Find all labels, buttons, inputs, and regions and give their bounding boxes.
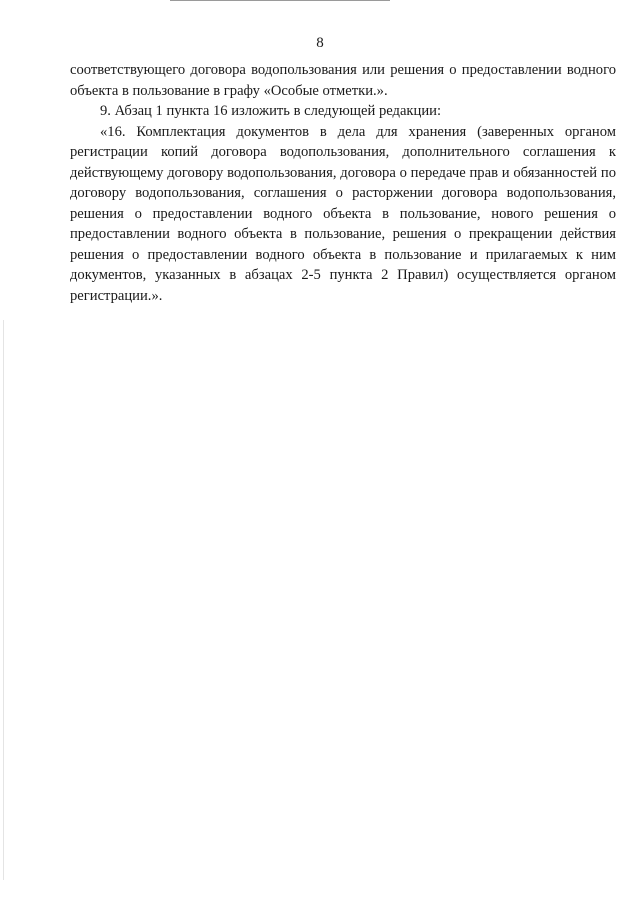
document-body [70,60,616,306]
scan-edge-top [170,0,390,1]
paragraph-point-16: «16. Комплектация документов в дела для хранения (заверенных органом регистрации копий договора водопользования, дополнительного соглашения к действующему договору водопользования, договора о передаче прав и обязанностей по договору водопользования, соглашения о расторжении договора водопользования, решения о предоставлении водного объекта в пользование, нового решения о предоставлении водного объекта в пользование, решения о прекращении действия решения о предоставлении водного объекта в пользование и прилагаемых к ним документов, указанных в абзацах 2-5 пункта 2 Правил) осуществляется органом регистрации.». [70,123,616,304]
paragraph-amendment-item-9: 9. Абзац 1 пункта 16 изложить в следующей редакции: [100,103,442,119]
scan-edge-left [3,320,4,880]
paragraph-continuation: соответствующего договора водопользования или решения о предоставлении водного объекта в пользование в графу «Особые отметки.». [70,62,616,99]
page-number: 8 [316,35,324,51]
